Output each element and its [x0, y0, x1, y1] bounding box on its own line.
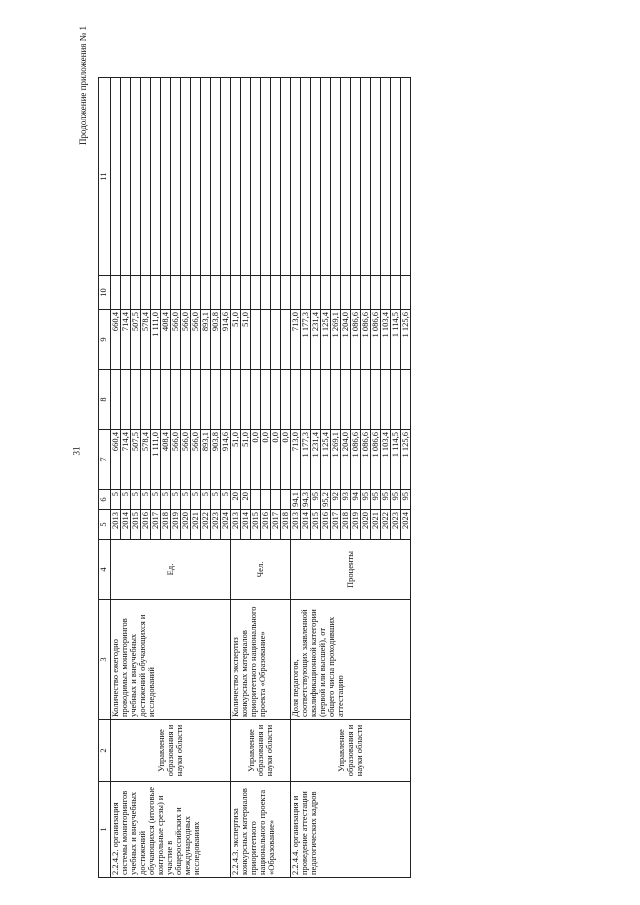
value-cell: 20 — [231, 490, 241, 510]
amount-cell: 1 111,0 — [151, 430, 161, 490]
year-cell: 2017 — [331, 510, 341, 540]
value-cell: 93 — [341, 490, 351, 510]
year-cell: 2013 — [231, 510, 241, 540]
empty-cell — [131, 276, 141, 310]
empty-cell — [181, 78, 191, 276]
value-cell: 95 — [311, 490, 321, 510]
empty-cell — [381, 370, 391, 430]
amount-cell: 0,0 — [271, 430, 281, 490]
value-cell — [271, 490, 281, 510]
empty-cell — [261, 370, 271, 430]
year-cell: 2019 — [171, 510, 181, 540]
amount-cell: 1 125,6 — [401, 310, 411, 370]
unit: Ед. — [111, 540, 231, 600]
year-cell: 2013 — [111, 510, 121, 540]
amount-cell: 1 086,6 — [351, 430, 361, 490]
empty-cell — [201, 370, 211, 430]
amount-cell: 903,8 — [211, 310, 221, 370]
empty-cell — [331, 370, 341, 430]
amount-cell: 566,0 — [171, 430, 181, 490]
empty-cell — [321, 276, 331, 310]
amount-cell: 893,1 — [201, 430, 211, 490]
amount-cell: 578,4 — [141, 430, 151, 490]
year-cell: 2022 — [381, 510, 391, 540]
empty-cell — [391, 370, 401, 430]
amount-cell: 1 125,4 — [321, 310, 331, 370]
empty-cell — [201, 276, 211, 310]
value-cell: 5 — [211, 490, 221, 510]
empty-cell — [311, 78, 321, 276]
year-cell: 2023 — [211, 510, 221, 540]
year-cell: 2022 — [201, 510, 211, 540]
value-cell: 5 — [121, 490, 131, 510]
year-cell: 2017 — [151, 510, 161, 540]
amount-cell: 1 114,5 — [391, 310, 401, 370]
table-row — [111, 78, 121, 878]
empty-cell — [141, 370, 151, 430]
year-cell: 2014 — [121, 510, 131, 540]
value-cell: 92 — [331, 490, 341, 510]
empty-cell — [121, 78, 131, 276]
value-cell: 5 — [181, 490, 191, 510]
amount-cell: 1 269,1 — [331, 310, 341, 370]
empty-cell — [291, 370, 301, 430]
empty-cell — [301, 276, 311, 310]
amount-cell: 51,0 — [241, 310, 251, 370]
amount-cell: 1 269,1 — [331, 430, 341, 490]
empty-cell — [351, 370, 361, 430]
empty-cell — [361, 276, 371, 310]
year-cell: 2021 — [191, 510, 201, 540]
amount-cell: 566,0 — [191, 310, 201, 370]
empty-cell — [241, 276, 251, 310]
year-cell: 2020 — [361, 510, 371, 540]
amount-cell: 1 111,0 — [151, 310, 161, 370]
amount-cell: 714,4 — [121, 430, 131, 490]
responsible-body: Управление образования и науки области — [111, 720, 231, 782]
empty-cell — [271, 370, 281, 430]
empty-cell — [401, 78, 411, 276]
empty-cell — [401, 276, 411, 310]
empty-cell — [321, 370, 331, 430]
value-cell — [281, 490, 291, 510]
empty-cell — [301, 370, 311, 430]
empty-cell — [171, 370, 181, 430]
amount-cell: 914,6 — [221, 430, 231, 490]
empty-cell — [241, 78, 251, 276]
column-header-3: 3 — [99, 600, 111, 720]
amount-cell: 1 114,5 — [391, 430, 401, 490]
empty-cell — [161, 276, 171, 310]
amount-cell: 566,0 — [181, 430, 191, 490]
year-cell: 2023 — [391, 510, 401, 540]
amount-cell: 713,0 — [291, 310, 301, 370]
responsible-body: Управление образования и науки области — [291, 720, 411, 782]
year-cell: 2015 — [311, 510, 321, 540]
column-header-1: 1 — [99, 782, 111, 878]
empty-cell — [381, 78, 391, 276]
responsible-body: Управление образования и науки области — [231, 720, 291, 782]
empty-cell — [331, 276, 341, 310]
amount-cell: 1 086,6 — [371, 430, 381, 490]
amount-cell: 903,8 — [211, 430, 221, 490]
appendix-table — [98, 77, 411, 878]
value-cell: 95 — [361, 490, 371, 510]
amount-cell: 0,0 — [261, 430, 271, 490]
page-number: 31 — [71, 446, 82, 456]
value-cell: 5 — [221, 490, 231, 510]
column-header-8: 8 — [99, 370, 111, 430]
column-header-7: 7 — [99, 430, 111, 490]
indicator-name: 2.2.4.2. организация системы мониторингов учебных и внеучебных достижений обучающихся (итоговые контрольные срезы) и участие в общероссийских и международных исследованиях — [111, 782, 231, 878]
year-cell: 2024 — [401, 510, 411, 540]
amount-cell: 1 103,4 — [381, 430, 391, 490]
empty-cell — [331, 78, 341, 276]
empty-cell — [391, 78, 401, 276]
indicator-description: Количество экспертиз конкурсных материалов приоритетного национального проекта «Образование» — [231, 600, 291, 720]
empty-cell — [361, 78, 371, 276]
amount-cell: 51,0 — [241, 430, 251, 490]
empty-cell — [221, 276, 231, 310]
amount-cell: 0,0 — [251, 430, 261, 490]
amount-cell — [251, 310, 261, 370]
empty-cell — [201, 78, 211, 276]
empty-cell — [241, 370, 251, 430]
empty-cell — [271, 276, 281, 310]
value-cell — [251, 490, 261, 510]
empty-cell — [141, 276, 151, 310]
amount-cell: 1 125,6 — [401, 430, 411, 490]
year-cell: 2017 — [271, 510, 281, 540]
year-cell: 2016 — [261, 510, 271, 540]
empty-cell — [131, 78, 141, 276]
empty-cell — [291, 276, 301, 310]
column-header-5: 5 — [99, 510, 111, 540]
appendix-table-rotated — [98, 78, 628, 878]
empty-cell — [351, 276, 361, 310]
value-cell: 95 — [381, 490, 391, 510]
empty-cell — [401, 370, 411, 430]
continuation-note: Продолжение приложения № 1 — [78, 25, 88, 145]
column-header-6: 6 — [99, 490, 111, 510]
empty-cell — [261, 276, 271, 310]
empty-cell — [371, 370, 381, 430]
value-cell: 94,1 — [291, 490, 301, 510]
empty-cell — [381, 276, 391, 310]
amount-cell: 1 177,3 — [301, 430, 311, 490]
amount-cell: 51,0 — [231, 430, 241, 490]
amount-cell: 408,4 — [161, 430, 171, 490]
empty-cell — [251, 370, 261, 430]
year-cell: 2020 — [181, 510, 191, 540]
amount-cell — [271, 310, 281, 370]
amount-cell: 507,5 — [131, 310, 141, 370]
empty-cell — [371, 78, 381, 276]
unit: Проценты — [291, 540, 411, 600]
amount-cell: 893,1 — [201, 310, 211, 370]
year-cell: 2014 — [241, 510, 251, 540]
amount-cell: 1 204,0 — [341, 310, 351, 370]
empty-cell — [321, 78, 331, 276]
amount-cell: 713,0 — [291, 430, 301, 490]
value-cell: 94,3 — [301, 490, 311, 510]
value-cell: 95 — [371, 490, 381, 510]
amount-cell: 660,4 — [111, 310, 121, 370]
empty-cell — [311, 276, 321, 310]
amount-cell: 0,0 — [281, 430, 291, 490]
year-cell: 2018 — [341, 510, 351, 540]
empty-cell — [231, 276, 241, 310]
indicator-description: Доля педагогов, соответствующих заявленной квалификационной категории (первой или высшей), от общего числа проходивших аттестацию — [291, 600, 411, 720]
empty-cell — [301, 78, 311, 276]
amount-cell: 1 177,3 — [301, 310, 311, 370]
empty-cell — [281, 78, 291, 276]
unit: Чел. — [231, 540, 291, 600]
empty-cell — [121, 370, 131, 430]
empty-cell — [251, 78, 261, 276]
empty-cell — [251, 276, 261, 310]
amount-cell: 507,5 — [131, 430, 141, 490]
empty-cell — [131, 370, 141, 430]
empty-cell — [271, 78, 281, 276]
empty-cell — [361, 370, 371, 430]
value-cell: 94 — [351, 490, 361, 510]
indicator-name: 2.2.4.4. организация и проведение аттестации педагогических кадров — [291, 782, 411, 878]
value-cell: 5 — [161, 490, 171, 510]
amount-cell: 1 204,0 — [341, 430, 351, 490]
amount-cell: 408,4 — [161, 310, 171, 370]
empty-cell — [151, 370, 161, 430]
empty-cell — [211, 78, 221, 276]
indicator-name: 2.2.4.3. экспертиза конкурсных материалов приоритетного национального проекта «Образование» — [231, 782, 291, 878]
empty-cell — [111, 78, 121, 276]
amount-cell: 1 231,4 — [311, 310, 321, 370]
empty-cell — [221, 78, 231, 276]
amount-cell: 660,4 — [111, 430, 121, 490]
table-row — [291, 78, 301, 878]
year-cell: 2018 — [281, 510, 291, 540]
empty-cell — [161, 370, 171, 430]
empty-cell — [231, 78, 241, 276]
year-cell: 2019 — [351, 510, 361, 540]
column-header-11: 11 — [99, 78, 111, 276]
empty-cell — [291, 78, 301, 276]
empty-cell — [181, 276, 191, 310]
amount-cell: 1 103,4 — [381, 310, 391, 370]
empty-cell — [371, 276, 381, 310]
amount-cell: 578,4 — [141, 310, 151, 370]
empty-cell — [351, 78, 361, 276]
value-cell: 5 — [201, 490, 211, 510]
value-cell: 5 — [111, 490, 121, 510]
empty-cell — [191, 276, 201, 310]
empty-cell — [151, 78, 161, 276]
empty-cell — [191, 78, 201, 276]
amount-cell: 1 125,4 — [321, 430, 331, 490]
amount-cell: 566,0 — [181, 310, 191, 370]
value-cell: 5 — [151, 490, 161, 510]
amount-cell: 51,0 — [231, 310, 241, 370]
value-cell: 5 — [191, 490, 201, 510]
amount-cell: 714,4 — [121, 310, 131, 370]
empty-cell — [171, 78, 181, 276]
empty-cell — [181, 370, 191, 430]
value-cell: 5 — [141, 490, 151, 510]
year-cell: 2015 — [131, 510, 141, 540]
empty-cell — [141, 78, 151, 276]
amount-cell: 1 086,6 — [371, 310, 381, 370]
table-row — [231, 78, 241, 878]
column-header-9: 9 — [99, 310, 111, 370]
amount-cell: 1 231,4 — [311, 430, 321, 490]
value-cell: 95 — [401, 490, 411, 510]
year-cell: 2015 — [251, 510, 261, 540]
value-cell: 20 — [241, 490, 251, 510]
empty-cell — [111, 370, 121, 430]
empty-cell — [311, 370, 321, 430]
empty-cell — [161, 78, 171, 276]
value-cell — [261, 490, 271, 510]
column-header-4: 4 — [99, 540, 111, 600]
empty-cell — [261, 78, 271, 276]
amount-cell: 914,6 — [221, 310, 231, 370]
empty-cell — [151, 276, 161, 310]
empty-cell — [281, 370, 291, 430]
empty-cell — [391, 276, 401, 310]
empty-cell — [341, 370, 351, 430]
amount-cell: 1 086,6 — [361, 430, 371, 490]
amount-cell — [261, 310, 271, 370]
amount-cell: 566,0 — [191, 430, 201, 490]
header-row — [99, 78, 111, 878]
value-cell: 95 — [391, 490, 401, 510]
amount-cell: 1 086,6 — [361, 310, 371, 370]
value-cell: 5 — [131, 490, 141, 510]
value-cell: 95,2 — [321, 490, 331, 510]
empty-cell — [231, 370, 241, 430]
amount-cell — [281, 310, 291, 370]
year-cell: 2016 — [321, 510, 331, 540]
value-cell: 5 — [171, 490, 181, 510]
empty-cell — [211, 370, 221, 430]
indicator-description: Количество ежегодно проводимых мониторингов учебных и внеучебных достижений обучающихся и исследований — [111, 600, 231, 720]
empty-cell — [341, 276, 351, 310]
amount-cell: 566,0 — [171, 310, 181, 370]
empty-cell — [191, 370, 201, 430]
column-header-10: 10 — [99, 276, 111, 310]
year-cell: 2013 — [291, 510, 301, 540]
year-cell: 2018 — [161, 510, 171, 540]
empty-cell — [221, 370, 231, 430]
year-cell: 2014 — [301, 510, 311, 540]
year-cell: 2021 — [371, 510, 381, 540]
empty-cell — [341, 78, 351, 276]
empty-cell — [281, 276, 291, 310]
empty-cell — [121, 276, 131, 310]
year-cell: 2024 — [221, 510, 231, 540]
amount-cell: 1 086,6 — [351, 310, 361, 370]
column-header-2: 2 — [99, 720, 111, 782]
empty-cell — [111, 276, 121, 310]
empty-cell — [211, 276, 221, 310]
year-cell: 2016 — [141, 510, 151, 540]
empty-cell — [171, 276, 181, 310]
